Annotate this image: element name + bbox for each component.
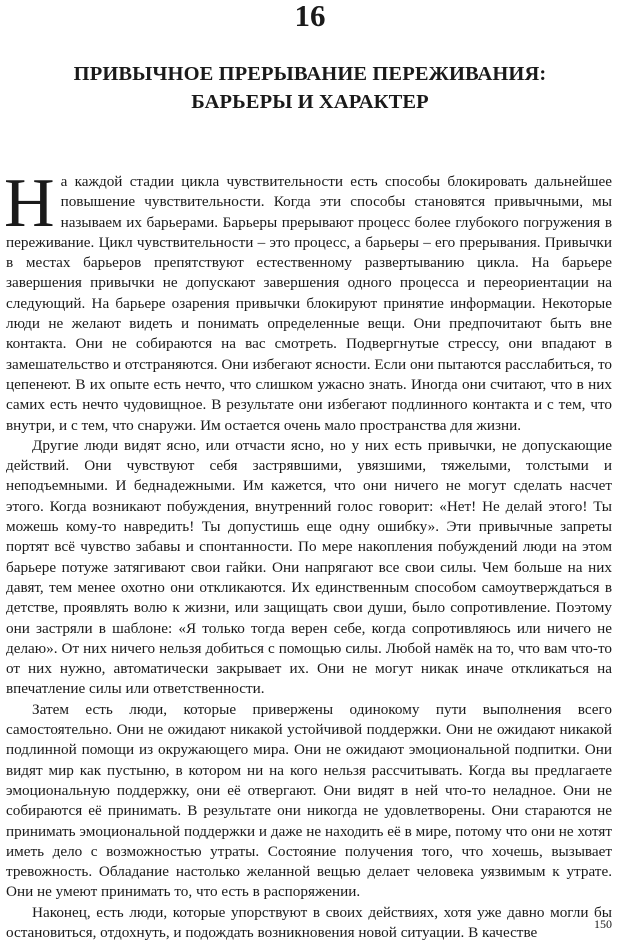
- chapter-title: [0, 60, 620, 116]
- page-number: 150: [594, 917, 612, 931]
- paragraph-2: Другие люди видят ясно, или отчасти ясно, но у них есть привычки, не допускающие действий. Они чувствуют себя застрявшими, увязшими, тяжелыми, толстыми и неподъемными. И беднадежными. Им кажется, что они ничего не могут сделать насчет этого. Когда возникают побуждения, внутренний голос говорит: «Нет! Не делай этого! Ты можешь кому-то навредить! Ты допустишь еще одну ошибку». Эти привычные запреты портят всё чувство забавы и спонтанности. По мере накопления побуждений люди на этом барьере потуже затягивают свои гайки. Они напрягают все свои силы. Чем больше на них давят, тем менее охотно они откликаются. Их единственным способом самоутверждаться в детстве, проявлять волю к жизни, или защищать свои души, было сопротивление. Поэтому они застряли в шаблоне: «Я только тогда верен себе, когда сопротивляюсь или ничего не делаю». От них ничего нельзя добиться с помощью силы. Любой намёк на то, что вам что-то от них нужно, автоматически закрывает их. Они не могут никак иначе откликаться на впечатление силы или ответственности.: [6, 436, 612, 698]
- paragraph-1: [4, 165, 612, 436]
- paragraph-4: Наконец, есть люди, которые упорствуют в своих действиях, хотя уже давно могли бы остановиться, отдохнуть, и подождать возникновения новой ситуации. В качестве: [6, 903, 612, 941]
- paragraph-1-text: а каждой стадии цикла чувствительности есть способы блокировать дальнейшее повышение чувствительности. Когда эти способы становятся привычными, мы называем их барьерами. Барьеры прерывают процесс более глубокого погружения в переживание. Цикл чувствительности – это процесс, а барьеры – его прерывания. Привычки в местах барьеров препятствуют естественному развертыванию цикла. На барьере завершения привычки не допускают завершения одного процесса и переориентации на следующий. На барьере озарения привычки блокируют принятие информации. Некоторые люди не желают видеть и понимать определенные вещи. Они предпочитают быть вне контакта. Они не собираются на вас смотреть. Подвергнутые стрессу, они впадают в замешательство и отстраняются. Они избегают ясности. Если они пытаются расслабиться, то цепенеют. В их опыте есть нечто, что слишком ужасно знать. Иногда они считают, что в них самих есть нечто чудовищное. В результате они избегают подлинного контакта и с тем, что внутри, и с тем, что снаружи. Им остается очень мало пространства для жизни.: [6, 173, 612, 434]
- drop-cap: Н: [4, 165, 55, 242]
- paragraph-3: Затем есть люди, которые привержены одинокому пути выполнения всего самостоятельно. Они не ожидают никакой устойчивой поддержки. Они не ожидают никакой подлинной помощи из окружающего мира. Они не ожидают эмоциональной подпитки. Они видят мир как пустыню, в котором ни на кого нельзя рассчитывать. Когда вы предлагаете эмоциональную поддержку, они её отвергают. Они видят в ней что-то неладное. Они не собираются её принимать. В результате они никогда не удовлетворены. Они стараются не принимать эмоциональной поддержки и даже не находить её в мире, потому что они не хотят иметь дело с возможностью утраты. Состояние получения того, что хочешь, вызывает тревожность. Обладание настолько желанной вещью делает человека уязвимым к утрате. Они не умеют принимать то, что есть в распоряжении.: [6, 700, 612, 901]
- chapter-title-line-2: БАРЬЕРЫ И ХАРАКТЕР: [191, 91, 429, 113]
- body-text: [4, 165, 612, 943]
- chapter-title-line-1: ПРИВЫЧНОЕ ПРЕРЫВАНИЕ ПЕРЕЖИВАНИЯ:: [73, 63, 547, 85]
- chapter-number: 16: [294, 0, 326, 33]
